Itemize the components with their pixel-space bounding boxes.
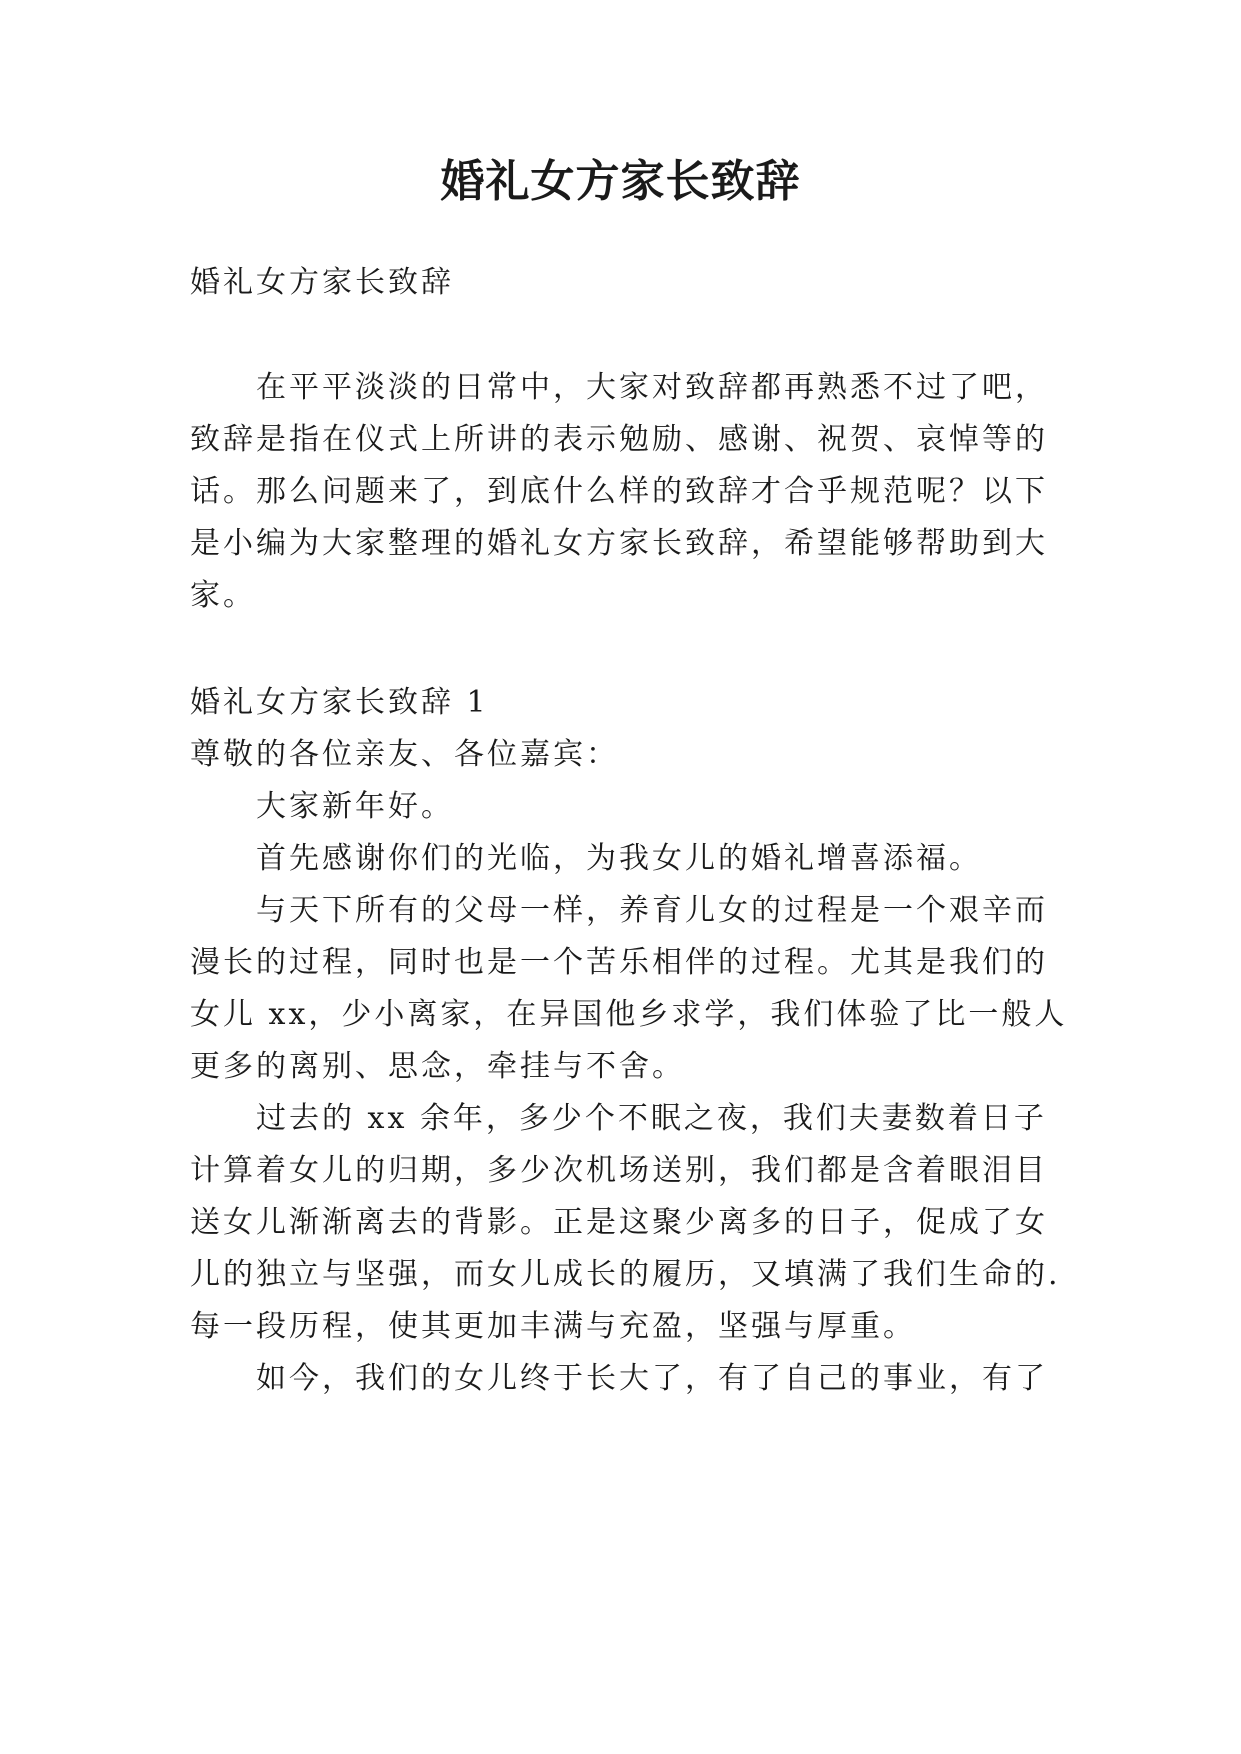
intro-line-3: 话。那么问题来了，到底什么样的致辞才合乎规范呢？以下 [190,474,1048,509]
body-line-11: 每一段历程，使其更加丰满与充盈，坚强与厚重。 [190,1309,916,1344]
body-line-6: 更多的离别、思念，牵挂与不舍。 [190,1049,685,1084]
intro-line-4: 是小编为大家整理的婚礼女方家长致辞，希望能够帮助到大 [190,526,1048,561]
intro-line-1: 在平平淡淡的日常中，大家对致辞都再熟悉不过了吧， [256,370,1048,405]
body-line-1: 大家新年好。 [256,789,454,824]
section-heading: 婚礼女方家长致辞 1 [190,685,489,720]
body-line-8: 计算着女儿的归期，多少次机场送别，我们都是含着眼泪目 [190,1153,1048,1188]
body-line-12: 如今，我们的女儿终于长大了，有了自己的事业，有了 [256,1361,1048,1396]
body-line-2: 首先感谢你们的光临，为我女儿的婚礼增喜添福。 [256,841,982,876]
body-line-5: 女儿 xx，少小离家，在异国他乡求学，我们体验了比一般人 [190,997,1068,1032]
body-line-7: 过去的 xx 余年，多少个不眠之夜，我们夫妻数着日子 [256,1101,1047,1136]
body-line-9: 送女儿渐渐离去的背影。正是这聚少离多的日子，促成了女 [190,1205,1048,1240]
document-title: 婚礼女方家长致辞 [440,156,801,207]
body-line-10: 儿的独立与坚强，而女儿成长的履历，又填满了我们生命的. [190,1257,1061,1292]
body-line-4: 漫长的过程，同时也是一个苦乐相伴的过程。尤其是我们的 [190,945,1048,980]
intro-line-5: 家。 [190,578,256,613]
salutation: 尊敬的各位亲友、各位嘉宾： [190,737,619,772]
intro-line-2: 致辞是指在仪式上所讲的表示勉励、感谢、祝贺、哀悼等的 [190,422,1048,457]
document-subtitle: 婚礼女方家长致辞 [190,265,454,300]
body-line-3: 与天下所有的父母一样，养育儿女的过程是一个艰辛而 [256,893,1048,928]
